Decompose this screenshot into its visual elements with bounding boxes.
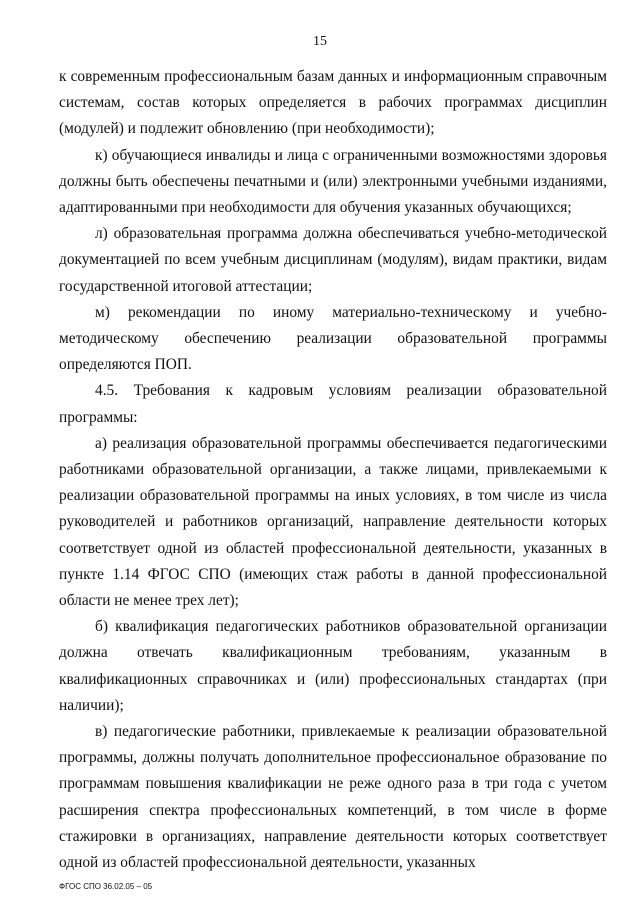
paragraph-v: в) педагогические работники, привлекаемые к реализации образовательной программы, должны получать дополнительное профессиональное образование по программам повышения квалификации не реже одного раза в три года с учетом расширения спектра профессиональных компетенций, в том числе в форме стажировки в организациях, направление деятельности которых соответствует одной из областей профессиональной деятельности, указанных	[59, 723, 607, 872]
footer-document-code: ФГОС СПО 36.02.05 – 05	[59, 882, 153, 891]
paragraph-k: к) обучающиеся инвалиды и лица с ограниченными возможностями здоровья должны быть обеспечены печатными и (или) электронными учебными изданиями, адаптированными при необходимости для обучения указанных обучающихся;	[59, 146, 607, 217]
section-heading-4-5: 4.5. Требования к кадровым условиям реализации образовательной программы:	[59, 382, 607, 426]
page-number: 15	[313, 34, 327, 49]
paragraph-m: м) рекомендации по иному материально-техническому и учебно-методическому обеспечению реализации образовательной программы определяются ПОП.	[59, 303, 607, 374]
paragraph-continuation: к современным профессиональным базам данных и информационным справочным системам, состав которых определяется в рабочих программах дисциплин (модулей) и подлежит обновлению (при необходимости);	[59, 68, 607, 138]
document-body	[59, 64, 607, 876]
paragraph-a: а) реализация образовательной программы обеспечивается педагогическими работниками образовательной организации, а также лицами, привлекаемыми к реализации образовательной программы на иных условиях, в том числе из числа руководителей и работников организаций, направление деятельности которых соответствует одной из областей профессиональной деятельности, указанных в пункте 1.14 ФГОС СПО (имеющих стаж работы в данной профессиональной области не менее трех лет);	[59, 434, 607, 610]
paragraph-l: л) образовательная программа должна обеспечиваться учебно-методической документацией по всем учебным дисциплинам (модулям), видам практики, видам государственной итоговой аттестации;	[59, 225, 607, 295]
paragraph-b: б) квалификация педагогических работников образовательной организации должна отвечать квалификационным требованиям, указанным в квалификационных справочниках и (или) профессиональных стандартах (при наличии);	[59, 618, 607, 714]
